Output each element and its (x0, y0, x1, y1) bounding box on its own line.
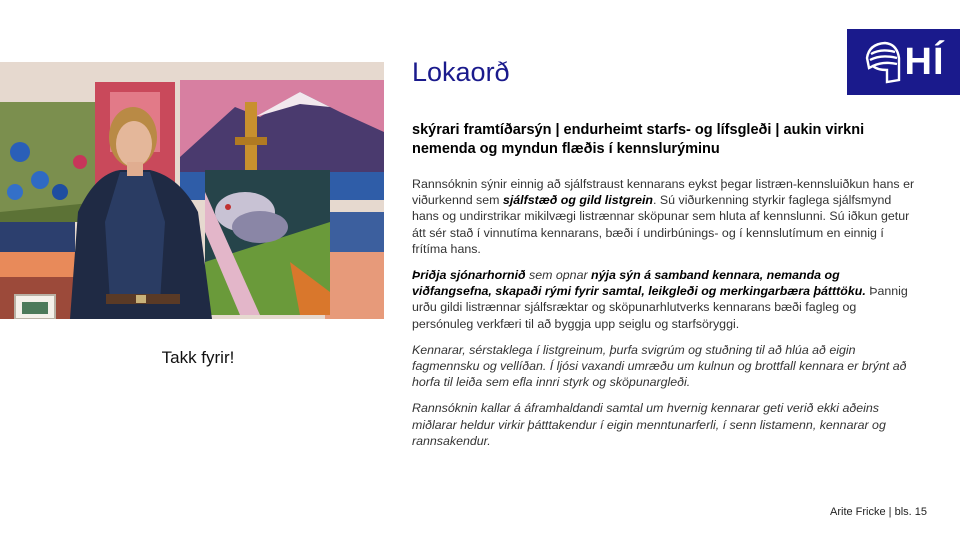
slide-footer: Arite Fricke | bls. 15 (830, 506, 927, 518)
paragraph-4: Rannsóknin kallar á áframhaldandi samtal um hvernig kennarar geti verið ekki aðeins miðlarar heldur virkir þátttakendur í eigin menntunarferli, í senn listamenn, kennarar og rannsakendur. (412, 401, 886, 448)
slide-subtitle: skýrari framtíðarsýn | endurheimt starfs- og lífsgleði | aukin virkni nemenda og myndun flæðis í kennslurýminu (412, 122, 865, 157)
p2-text-b: sem opnar (525, 268, 592, 283)
p2-emphasis-c: nýja sýn á samband kennara, nemanda og viðfangsefna, skapaði rými fyrir samtal, leikgleði og merkingarbæra þátttöku. (412, 268, 866, 299)
artist-photo (0, 62, 384, 319)
university-logo-icon (863, 40, 901, 84)
p2-emphasis-a: Þriðja sjónarhornið (412, 268, 526, 283)
paragraph-1 (412, 176, 920, 257)
paragraph-3: Kennarar, sérstaklega í listgreinum, þurfa svigrúm og stuðning til að hlúa að eigin fagmennsku og vellíðan. Í ljósi vaxandi umræðu um kulnun og brottfall kennara er brýnt að horfa til leiða sem efla innri styrk og sköpunargleði. (412, 342, 907, 390)
p2-text-d: Þannig urðu gildi listrænnar sjálfsræktar og sköpunarhlutverks kennarans bæði fagleg og persónuleg verkfæri til að byggja upp seiglu og starfsöryggi. (412, 284, 908, 331)
p1-emphasis: sjálfstæð og gild listgrein (502, 193, 654, 208)
university-logo (847, 29, 960, 95)
slide-title: Lokaorð (412, 57, 510, 87)
p1-text-a: Rannsóknin sýnir einnig að sjálfstraust kennarans eykst þegar listræn-kennsluiðkun hans er viðurkennd sem (412, 177, 915, 208)
body-text (412, 176, 920, 459)
thank-you-caption: Takk fyrir! (161, 348, 235, 367)
paragraph-2 (412, 267, 920, 332)
p1-text-c: . Sú viðurkenning styrkir faglega sjálfsmynd hans og undirstrikar mikilvægi listrænnar sköpunar sem hluta af kennslunni. Sú iðkun getur átt sér stað í vinnutíma kennarans, bæði í undirbúnings- og í kennslutímum en einnig í frítíma hans. (412, 193, 910, 256)
logo-text: HÍ (904, 40, 945, 83)
